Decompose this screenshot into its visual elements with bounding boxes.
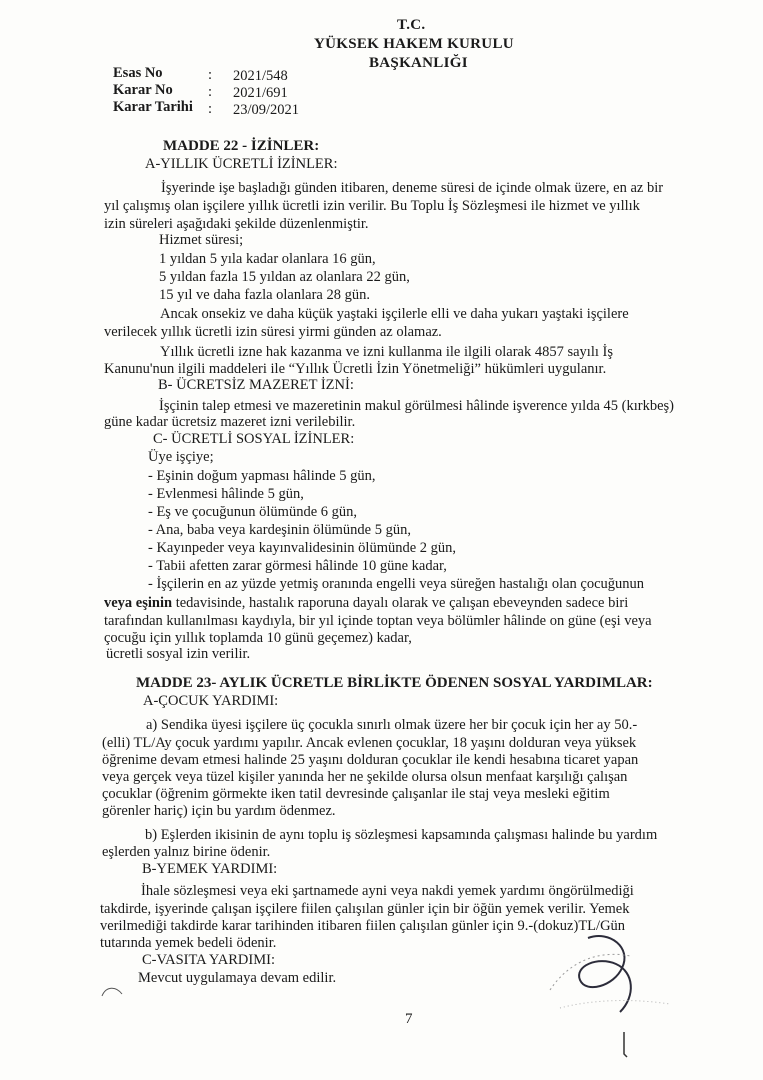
- paragraph-line: İşçinin talep etmesi ve mazeretinin makul görülmesi hâlinde işverence yılda 45 (kırkbeş): [159, 398, 674, 414]
- paragraph-line: verilmediği takdirde karar tarihinden itibaren fiilen çalışılan günler için 9.-(dokuz)TL/Gün: [100, 918, 626, 934]
- list-item: - Evlenmesi hâlinde 5 gün,: [148, 486, 304, 502]
- page-number: 7: [405, 1011, 413, 1027]
- member-worker-intro: Üye işçiye;: [148, 449, 214, 465]
- section-23c-title: C-VASITA YARDIMI:: [142, 952, 275, 968]
- meta-karar-value: 2021/691: [233, 85, 288, 101]
- paragraph-line: takdirde, işyerinde çalışan işçilere fiilen çalışılan günler için bir öğün yemek verilir. Yemek: [100, 901, 630, 917]
- section-23b-title: B-YEMEK YARDIMI:: [142, 861, 278, 877]
- paragraph-line: çocuğu için yıllık toplamda 10 günü geçemez) kadar,: [104, 630, 412, 646]
- paragraph-line: İşyerinde işe başladığı günden itibaren, deneme süresi de içinde olmak üzere, en az bir: [161, 180, 664, 196]
- list-item: - İşçilerin en az yüzde yetmiş oranında engelli veya süreğen hastalığı olan çocuğunun: [148, 576, 645, 592]
- paragraph-line: Ancak onsekiz ve daha küçük yaştaki işçilerle elli ve daha yukarı yaştaki işçilere: [160, 306, 629, 322]
- article-22-title: MADDE 22 - İZİNLER:: [163, 138, 320, 154]
- article-23-title: MADDE 23- AYLIK ÜCRETLE BİRLİKTE ÖDENEN SOSYAL YARDIMLAR:: [136, 675, 653, 691]
- section-23a-title: A-ÇOCUK YARDIMI:: [143, 693, 279, 709]
- paragraph-text: tedavisinde, hastalık raporuna dayalı olarak ve çalışan ebeveynden sadece biri: [172, 595, 629, 611]
- paragraph-line: Mevcut uygulamaya devam edilir.: [138, 970, 337, 986]
- margin-mark: [98, 982, 128, 1002]
- paragraph-line: İhale sözleşmesi veya eki şartnamede ayni veya nakdi yemek yardımı öngörülmediği: [141, 883, 634, 899]
- paragraph-line: Yıllık ücretli izne hak kazanma ve izni kullanma ile ilgili olarak 4857 sayılı İş: [160, 344, 613, 360]
- signature-mark: [540, 920, 680, 1030]
- paragraph-line: Kanunu'nun ilgili maddeleri ile “Yıllık Ücretli İzin Yönetmeliği” hükümleri uygulanır.: [104, 361, 607, 377]
- paragraph-line: b) Eşlerden ikisinin de aynı toplu iş sözleşmesi kapsamında çalışması halinde bu yardım: [145, 827, 658, 843]
- section-22a-title: A-YILLIK ÜCRETLİ İZİNLER:: [145, 156, 338, 172]
- paragraph-line: a) Sendika üyesi işçilere üç çocukla sınırlı olmak üzere her bir çocuk için her ay 50.-: [146, 717, 638, 733]
- list-item: - Eş ve çocuğunun ölümünde 6 gün,: [148, 504, 358, 520]
- paragraph-line: eşlerden yalnız birine ödenir.: [102, 844, 271, 860]
- header-tc: T.C.: [397, 17, 426, 33]
- corner-mark: [618, 1030, 630, 1060]
- header-presidency: BAŞKANLIĞI: [369, 55, 468, 71]
- meta-karar-sep: :: [208, 84, 213, 100]
- list-item: 5 yıldan fazla 15 yıldan az olanlara 22 gün,: [159, 269, 410, 285]
- paragraph-line: veya gerçek veya tüzel kişiler yanında her ne şekilde olursa olsun menfaat karşılığı çalışan: [102, 769, 628, 785]
- meta-tarih-sep: :: [208, 101, 213, 117]
- list-item: - Ana, baba veya kardeşinin ölümünde 5 gün,: [148, 522, 411, 538]
- list-item: 1 yıldan 5 yıla kadar olanlara 16 gün,: [159, 251, 376, 267]
- paragraph-line: (elli) TL/Ay çocuk yardımı yapılır. Ancak evlenen çocuklar, 18 yaşını dolduran veya yüksek: [102, 735, 637, 751]
- list-item: - Tabii afetten zarar görmesi hâlinde 10 güne kadar,: [148, 558, 447, 574]
- meta-karar-label: Karar No: [113, 82, 173, 98]
- emphasis-text: veya eşinin: [104, 595, 173, 611]
- paragraph-line: ücretli sosyal izin verilir.: [106, 646, 251, 662]
- section-22b-title: B- ÜCRETSİZ MAZERET İZNİ:: [158, 377, 354, 393]
- paragraph-line: verilecek yıllık ücretli izin süresi yirmi günden az olamaz.: [104, 324, 442, 340]
- meta-esas-label: Esas No: [113, 65, 163, 81]
- meta-tarih-label: Karar Tarihi: [113, 99, 193, 115]
- paragraph-line: yıl çalışmış olan işçilere yıllık ücretli izin verilir. Bu Toplu İş Sözleşmesi ile hizmet ve yıllık: [104, 198, 640, 214]
- section-22c-title: C- ÜCRETLİ SOSYAL İZİNLER:: [153, 431, 355, 447]
- meta-esas-sep: :: [208, 67, 213, 83]
- service-period-label: Hizmet süresi;: [159, 232, 244, 248]
- paragraph-line: öğrenime devam etmesi halinde 25 yaşını dolduran çocuklar ile kendi hesabına ticaret yapan: [102, 752, 639, 768]
- paragraph-line: güne kadar ücretsiz mazeret izni verilebilir.: [104, 414, 356, 430]
- paragraph-line: [104, 594, 628, 612]
- paragraph-line: tarafından kullanılması kaydıyla, bir yıl içinde toptan veya bölümler hâlinde on güne (eşi veya: [104, 613, 652, 629]
- paragraph-line: tutarında yemek bedeli ödenir.: [100, 935, 277, 951]
- paragraph-line: izin süreleri aşağıdaki şekilde düzenlenmiştir.: [104, 216, 369, 232]
- paragraph-line: çocuklar (öğrenim görmekte iken tatil devresinde çalışanlar ile staj veya mesleki eğitim: [102, 786, 610, 802]
- list-item: - Eşinin doğum yapması hâlinde 5 gün,: [148, 468, 376, 484]
- meta-tarih-value: 23/09/2021: [233, 102, 300, 118]
- list-item: - Kayınpeder veya kayınvalidesinin ölümünde 2 gün,: [148, 540, 457, 556]
- list-item: 15 yıl ve daha fazla olanlara 28 gün.: [159, 287, 370, 303]
- paragraph-line: görenler hariç) için bu yardım ödenmez.: [102, 803, 336, 819]
- header-court-name: YÜKSEK HAKEM KURULU: [314, 36, 514, 52]
- meta-esas-value: 2021/548: [233, 68, 288, 84]
